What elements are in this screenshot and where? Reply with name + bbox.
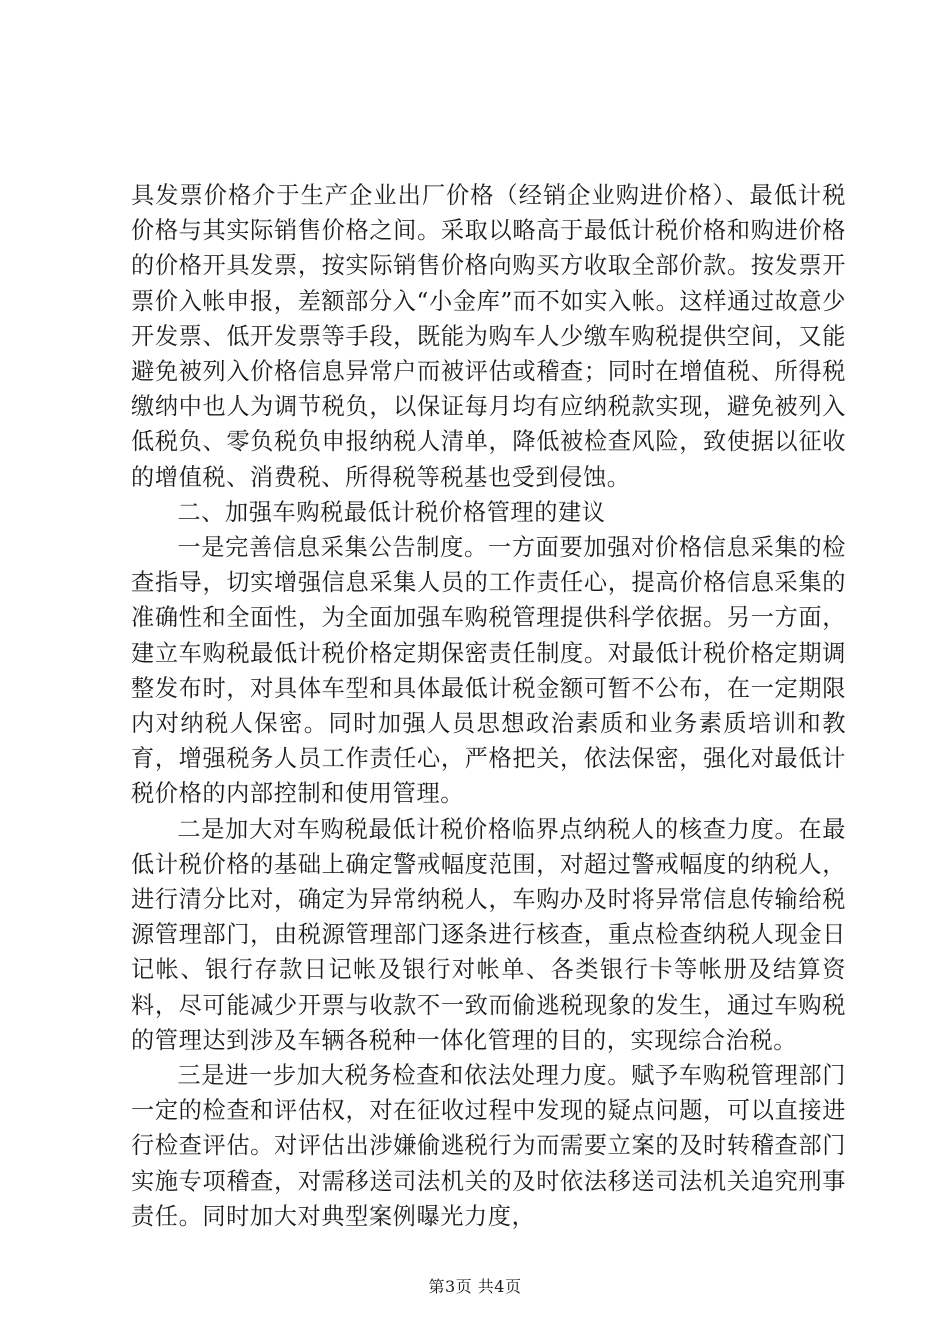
document-body [131,178,846,1234]
paragraph-suggestion-2: 二是加大对车购税最低计税价格临界点纳税人的核查力度。在最低计税价格的基础上确定警戒幅度范围，对超过警戒幅度的纳税人，进行清分比对，确定为异常纳税人，车购办及时将异常信息传输给税源管理部门，由税源管理部门逐条进行核查，重点检查纳税人现金日记帐、银行存款日记帐及银行对帐单、各类银行卡等帐册及结算资料，尽可能减少开票与收款不一致而偷逃税现象的发生，通过车购税的管理达到涉及车辆各税种一体化管理的目的，实现综合治税。 [131,815,846,1054]
paragraph-suggestion-3: 三是进一步加大税务检查和依法处理力度。赋予车购税管理部门一定的检查和评估权，对在征收过程中发现的疑点问题，可以直接进行检查评估。对评估出涉嫌偷逃税行为而需要立案的及时转稽查部门实施专项稽查，对需移送司法机关的及时依法移送司法机关追究刑事责任。同时加大对典型案例曝光力度， [131,1062,846,1230]
paragraph-suggestion-1: 一是完善信息采集公告制度。一方面要加强对价格信息采集的检查指导，切实增强信息采集人员的工作责任心，提高价格信息采集的准确性和全面性，为全面加强车购税管理提供科学依据。另一方面，建立车购税最低计税价格定期保密责任制度。对最低计税价格定期调整发布时，对具体车型和具体最低计税金额可暂不公布，在一定期限内对纳税人保密。同时加强人员思想政治素质和业务素质培训和教育，增强税务人员工作责任心，严格把关，依法保密，强化对最低计税价格的内部控制和使用管理。 [131,534,846,808]
paragraph-continued: 具发票价格介于生产企业出厂价格（经销企业购进价格）、最低计税价格与其实际销售价格之间。采取以略高于最低计税价格和购进价格的价格开具发票，按实际销售价格向购买方收取全部价款。按发票开票价入帐申报，差额部分入“小金库”而不如实入帐。这样通过故意少开发票、低开发票等手段，既能为购车人少缴车购税提供空间，又能避免被列入价格信息异常户而被评估或稽查；同时在增值税、所得税缴纳中也人为调节税负，以保证每月均有应纳税款实现，避免被列入低税负、零负税负申报纳税人清单，降低被检查风险，致使据以征收的增值税、消费税、所得税等税基也受到侵蚀。 [131,182,846,491]
page-footer: 第3页 共4页 [428,1277,522,1296]
section-heading: 二、加强车购税最低计税价格管理的建议 [177,498,606,526]
